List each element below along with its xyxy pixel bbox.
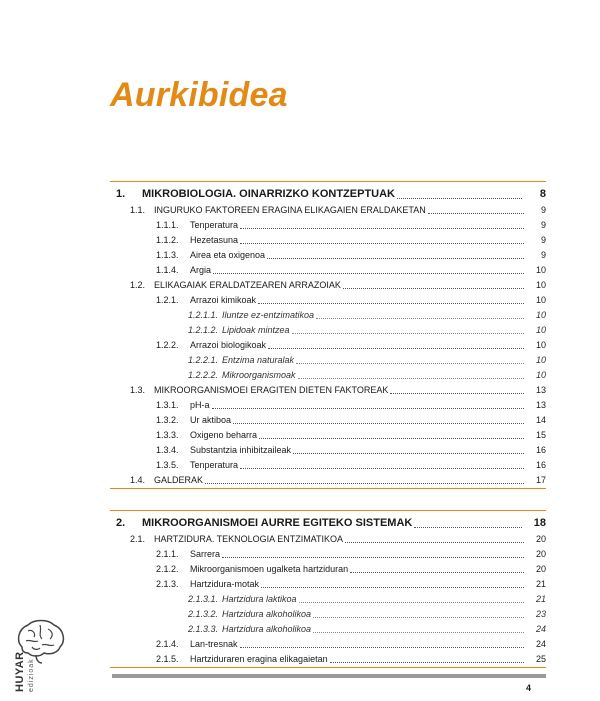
toc-entry-title: Airea eta oxigenoa: [190, 250, 266, 260]
toc-entry-number: 1.1.2.: [156, 235, 179, 245]
toc-entry-number: 1.1.3.: [156, 250, 179, 260]
toc-entry[interactable]: [110, 428, 546, 443]
toc-entry-page: 10: [535, 325, 546, 335]
toc-entry-title: Lipidoak mintzea: [222, 325, 290, 335]
toc-entry[interactable]: [110, 323, 546, 338]
toc-entry-title: INGURUKO FAKTOREEN ERAGINA ELIKAGAIEN ERALDAKETAN: [154, 205, 426, 215]
toc-entry-title: MIKROORGANISMOEI ERAGITEN DIETEN FAKTOREAK: [154, 385, 389, 395]
toc-entry-page: 21: [535, 579, 546, 589]
toc-entry-page: 24: [535, 624, 546, 634]
toc-entry-number: 1.: [116, 188, 126, 200]
toc-leader-dots: [205, 482, 524, 484]
toc-entry-page: 15: [535, 430, 546, 440]
toc-entry-page: 10: [535, 310, 546, 320]
toc-entry[interactable]: [110, 532, 546, 547]
toc-entry[interactable]: [110, 398, 546, 413]
toc-entry[interactable]: [110, 248, 546, 263]
toc-entry[interactable]: [110, 218, 546, 233]
toc-entry-title: Iluntze ez-entzimatikoa: [222, 310, 315, 320]
toc-entry[interactable]: [110, 203, 546, 218]
toc-entry[interactable]: [110, 511, 546, 532]
toc-entry-number: 2.1.5.: [156, 654, 179, 664]
toc-entry-number: 1.2.1.1.: [188, 310, 219, 320]
toc-entry-page: 10: [535, 340, 546, 350]
toc-entry-page: 10: [535, 265, 546, 275]
toc-entry-number: 2.: [116, 517, 126, 529]
toc-leader-dots: [292, 332, 524, 334]
toc-leader-dots: [261, 586, 524, 588]
toc-leader-dots: [350, 571, 524, 573]
toc-entry-page: 20: [535, 564, 546, 574]
toc-entry-number: 2.1.3.3.: [188, 624, 219, 634]
toc-leader-dots: [258, 302, 524, 304]
toc-entry-title: ELIKAGAIAK ERALDATZEAREN ARRAZOIAK: [154, 280, 341, 290]
toc-leader-dots: [313, 631, 524, 633]
toc-entry[interactable]: [110, 278, 546, 293]
toc-entry-number: 2.1.3.1.: [188, 594, 219, 604]
toc-entry-number: 1.2.1.: [156, 295, 179, 305]
toc-leader-dots: [240, 646, 524, 648]
toc-entry[interactable]: [110, 368, 546, 383]
toc-entry-page: 17: [535, 475, 546, 485]
toc-entry-page: 10: [535, 370, 546, 380]
toc-entry-page: 23: [535, 609, 546, 619]
toc-leader-dots: [240, 467, 524, 469]
toc-leader-dots: [428, 212, 524, 214]
toc-entry-number: 1.2.2.2.: [188, 370, 219, 380]
toc-leader-dots: [397, 197, 522, 199]
toc-entry[interactable]: [110, 182, 546, 203]
toc-entry-title: pH-a: [190, 400, 210, 410]
toc-leader-dots: [233, 422, 524, 424]
toc-leader-dots: [268, 347, 524, 349]
toc-entry-title: Mikroorganismoen ugalketa hartziduran: [190, 564, 349, 574]
toc-entry-title: Mikroorganismoak: [222, 370, 296, 380]
toc-entry-number: 1.2.2.1.: [188, 355, 219, 365]
toc-entry-number: 2.1.3.: [156, 579, 179, 589]
toc-entry-page: 21: [535, 594, 546, 604]
toc-entry-title: Hezetasuna: [190, 235, 239, 245]
toc-leader-dots: [240, 242, 524, 244]
toc-leader-dots: [414, 526, 522, 528]
toc-leader-dots: [298, 377, 524, 379]
toc-leader-dots: [222, 556, 524, 558]
toc-leader-dots: [213, 272, 524, 274]
toc-entry-title: Tenperatura: [190, 460, 239, 470]
toc-section-1: [110, 181, 546, 489]
footer-rule: [112, 674, 546, 678]
toc-leader-dots: [313, 616, 524, 618]
toc-entry-page: 13: [535, 400, 546, 410]
logo-subtitle: edizioak: [28, 658, 35, 692]
toc-leader-dots: [330, 661, 524, 663]
toc-entry[interactable]: [110, 622, 546, 637]
toc-entry[interactable]: [110, 458, 546, 473]
toc-leader-dots: [345, 541, 524, 543]
toc-entry-number: 1.2.: [130, 280, 146, 290]
toc-entry-page: 20: [535, 534, 546, 544]
toc-entry-page: 14: [535, 415, 546, 425]
toc-entry[interactable]: [110, 308, 546, 323]
toc-entry-page: 9: [540, 235, 546, 245]
toc-entry-title: Arrazoi biologikoak: [190, 340, 267, 350]
toc-entry-title: Substantzia inhibitzaileak: [190, 445, 292, 455]
page-title: Aurkibidea: [110, 76, 288, 114]
toc-entry-title: MIKROORGANISMOEI AURRE EGITEKO SISTEMAK: [142, 517, 413, 529]
toc-entry-title: Oxigeno beharra: [190, 430, 258, 440]
toc-entry-number: 1.3.2.: [156, 415, 179, 425]
toc-entry-page: 9: [540, 205, 546, 215]
toc-leader-dots: [267, 257, 524, 259]
toc-entry-title: Ur aktiboa: [190, 415, 232, 425]
toc-entry-page: 20: [535, 549, 546, 559]
toc-entry-number: 1.1.4.: [156, 265, 179, 275]
toc-entry-number: 1.2.2.: [156, 340, 179, 350]
toc-entry[interactable]: [110, 293, 546, 308]
toc-entry-page: 10: [535, 295, 546, 305]
toc-entry[interactable]: [110, 607, 546, 622]
toc-entry-number: 1.3.3.: [156, 430, 179, 440]
toc-section-2: [110, 510, 546, 668]
toc-entry-number: 1.3.5.: [156, 460, 179, 470]
toc-entry[interactable]: [110, 263, 546, 278]
toc-entry-page: 9: [540, 220, 546, 230]
toc-entry-page: 8: [539, 188, 546, 200]
toc-entry-number: 1.1.1.: [156, 220, 179, 230]
toc-entry-page: 16: [535, 445, 546, 455]
toc-entry-title: Tenperatura: [190, 220, 239, 230]
toc-entry-number: 2.1.: [130, 534, 146, 544]
toc-entry-title: Arrazoi kimikoak: [190, 295, 257, 305]
toc-entry-number: 2.1.1.: [156, 549, 179, 559]
toc-entry-number: 1.3.1.: [156, 400, 179, 410]
toc-entry-page: 13: [535, 385, 546, 395]
toc-leader-dots: [316, 317, 524, 319]
toc-entry-page: 10: [535, 355, 546, 365]
toc-entry[interactable]: [110, 353, 546, 368]
toc-leader-dots: [390, 392, 524, 394]
toc-entry-title: Sarrera: [190, 549, 221, 559]
toc-entry-page: 9: [540, 250, 546, 260]
toc-entry-number: 1.3.4.: [156, 445, 179, 455]
toc-leader-dots: [240, 227, 524, 229]
toc-entry-title: Hartzidura laktikoa: [222, 594, 297, 604]
toc-entry-number: 1.3.: [130, 385, 146, 395]
toc-entry-title: MIKROBIOLOGIA. OINARRIZKO KONTZEPTUAK: [142, 188, 395, 200]
toc-entry[interactable]: [110, 383, 546, 398]
toc-leader-dots: [296, 362, 524, 364]
toc-entry-title: Argia: [190, 265, 212, 275]
toc-entry-number: 2.1.2.: [156, 564, 179, 574]
toc-entry-page: 24: [535, 639, 546, 649]
toc-entry[interactable]: [110, 652, 546, 667]
toc-entry-title: HARTZIDURA. TEKNOLOGIA ENTZIMATIKOA: [154, 534, 344, 544]
toc-entry[interactable]: [110, 577, 546, 592]
toc-entry-title: Lan-tresnak: [190, 639, 238, 649]
toc-entry-number: 2.1.4.: [156, 639, 179, 649]
toc-leader-dots: [299, 601, 524, 603]
toc-leader-dots: [343, 287, 524, 289]
toc-entry-number: 1.4.: [130, 475, 146, 485]
toc-entry-title: Entzima naturalak: [222, 355, 295, 365]
toc-entry-number: 1.2.1.2.: [188, 325, 219, 335]
toc-entry-number: 2.1.3.2.: [188, 609, 219, 619]
toc-entry-title: Hartzidura alkoholikoa: [222, 609, 312, 619]
toc-entry[interactable]: [110, 413, 546, 428]
page-number: 4: [526, 683, 532, 693]
toc-entry[interactable]: [110, 592, 546, 607]
toc-entry-page: 25: [535, 654, 546, 664]
toc-entry[interactable]: [110, 547, 546, 562]
toc-entry-title: Hartzidura alkoholikoa: [222, 624, 312, 634]
logo-name: HUYAR: [14, 651, 26, 692]
toc-entry-page: 10: [535, 280, 546, 290]
toc-leader-dots: [259, 437, 524, 439]
toc-entry[interactable]: [110, 338, 546, 353]
toc-leader-dots: [293, 452, 524, 454]
toc-entry[interactable]: [110, 637, 546, 652]
toc-entry-page: 18: [533, 517, 546, 529]
toc-entry-title: GALDERAK: [154, 475, 204, 485]
toc-entry[interactable]: [110, 562, 546, 577]
toc-entry-title: Hartziduraren eragina elikagaietan: [190, 654, 328, 664]
toc-entry-number: 1.1.: [130, 205, 146, 215]
toc-entry-page: 16: [535, 460, 546, 470]
toc-entry[interactable]: [110, 443, 546, 458]
toc-entry[interactable]: [110, 233, 546, 248]
toc-entry-title: Hartzidura-motak: [190, 579, 260, 589]
toc-entry[interactable]: [110, 473, 546, 488]
toc-leader-dots: [212, 407, 524, 409]
